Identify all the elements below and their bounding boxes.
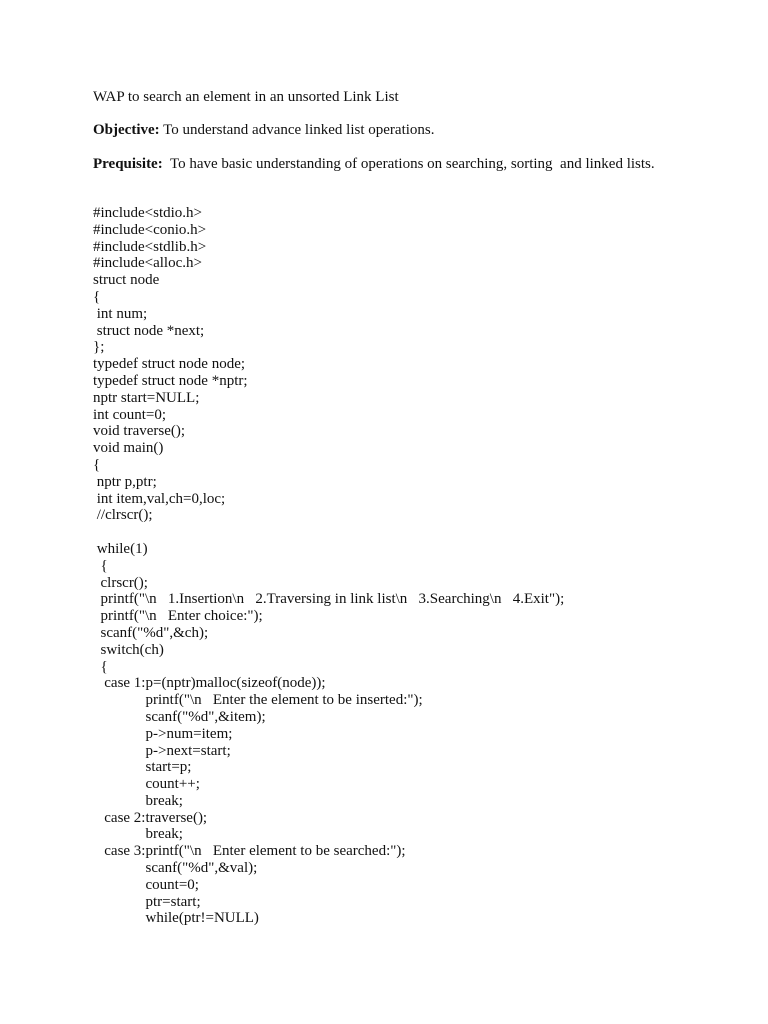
code-line: switch(ch)	[93, 641, 164, 658]
code-line: #include<alloc.h>	[93, 255, 202, 272]
code-line: nptr p,ptr;	[93, 473, 157, 490]
code-line: printf("\n 1.Insertion\n 2.Traversing in link list\n 3.Searching\n 4.Exit");	[93, 591, 565, 608]
code-line	[93, 524, 564, 541]
code-line: case 2:traverse();	[93, 809, 208, 826]
code-line: case 1:p=(nptr)malloc(sizeof(node));	[93, 675, 326, 692]
code-line: int count=0;	[93, 406, 167, 423]
document-title: WAP to search an element in an unsorted Link List	[93, 89, 399, 105]
code-line: nptr start=NULL;	[93, 389, 200, 406]
code-line: break;	[93, 826, 183, 843]
code-listing	[93, 205, 564, 927]
code-line: struct node *next;	[93, 322, 205, 339]
code-line: while(ptr!=NULL)	[93, 910, 259, 927]
objective-label: Objective:	[93, 122, 160, 138]
code-line: {	[93, 456, 101, 473]
code-line: clrscr();	[93, 574, 148, 591]
code-line: int num;	[93, 305, 148, 322]
code-line: p->next=start;	[93, 742, 231, 759]
code-line: break;	[93, 792, 183, 809]
prerequisite-line	[93, 155, 655, 173]
code-line: case 3:printf("\n Enter element to be searched:");	[93, 843, 406, 860]
code-line: {	[93, 557, 108, 574]
code-line: {	[93, 288, 101, 305]
code-line: scanf("%d",&item);	[93, 708, 266, 725]
code-line: p->num=item;	[93, 725, 233, 742]
code-line: count++;	[93, 776, 200, 793]
code-line: {	[93, 658, 108, 675]
code-line: int item,val,ch=0,loc;	[93, 490, 226, 507]
code-line: };	[93, 339, 105, 356]
code-line: scanf("%d",&val);	[93, 860, 258, 877]
code-line: typedef struct node *nptr;	[93, 372, 248, 389]
code-line: typedef struct node node;	[93, 356, 246, 373]
objective-line	[93, 121, 435, 139]
code-line: printf("\n Enter the element to be inserted:");	[93, 692, 423, 709]
code-line: #include<conio.h>	[93, 221, 207, 238]
code-line: while(1)	[93, 540, 148, 557]
code-line: #include<stdio.h>	[93, 205, 202, 221]
code-line: //clrscr();	[93, 507, 153, 524]
code-line: ptr=start;	[93, 893, 201, 910]
prerequisite-text: To have basic understanding of operations on searching, sorting and linked lists.	[162, 156, 655, 172]
code-line: scanf("%d",&ch);	[93, 624, 209, 641]
code-line: void traverse();	[93, 423, 186, 440]
code-line: start=p;	[93, 759, 192, 776]
objective-text: To understand advance linked list operations.	[159, 122, 435, 138]
code-line: struct node	[93, 272, 160, 289]
code-line: count=0;	[93, 876, 199, 893]
prerequisite-label: Prequisite:	[93, 156, 163, 172]
code-line: printf("\n Enter choice:");	[93, 608, 263, 625]
code-line: #include<stdlib.h>	[93, 238, 207, 255]
code-line: void main()	[93, 440, 164, 457]
